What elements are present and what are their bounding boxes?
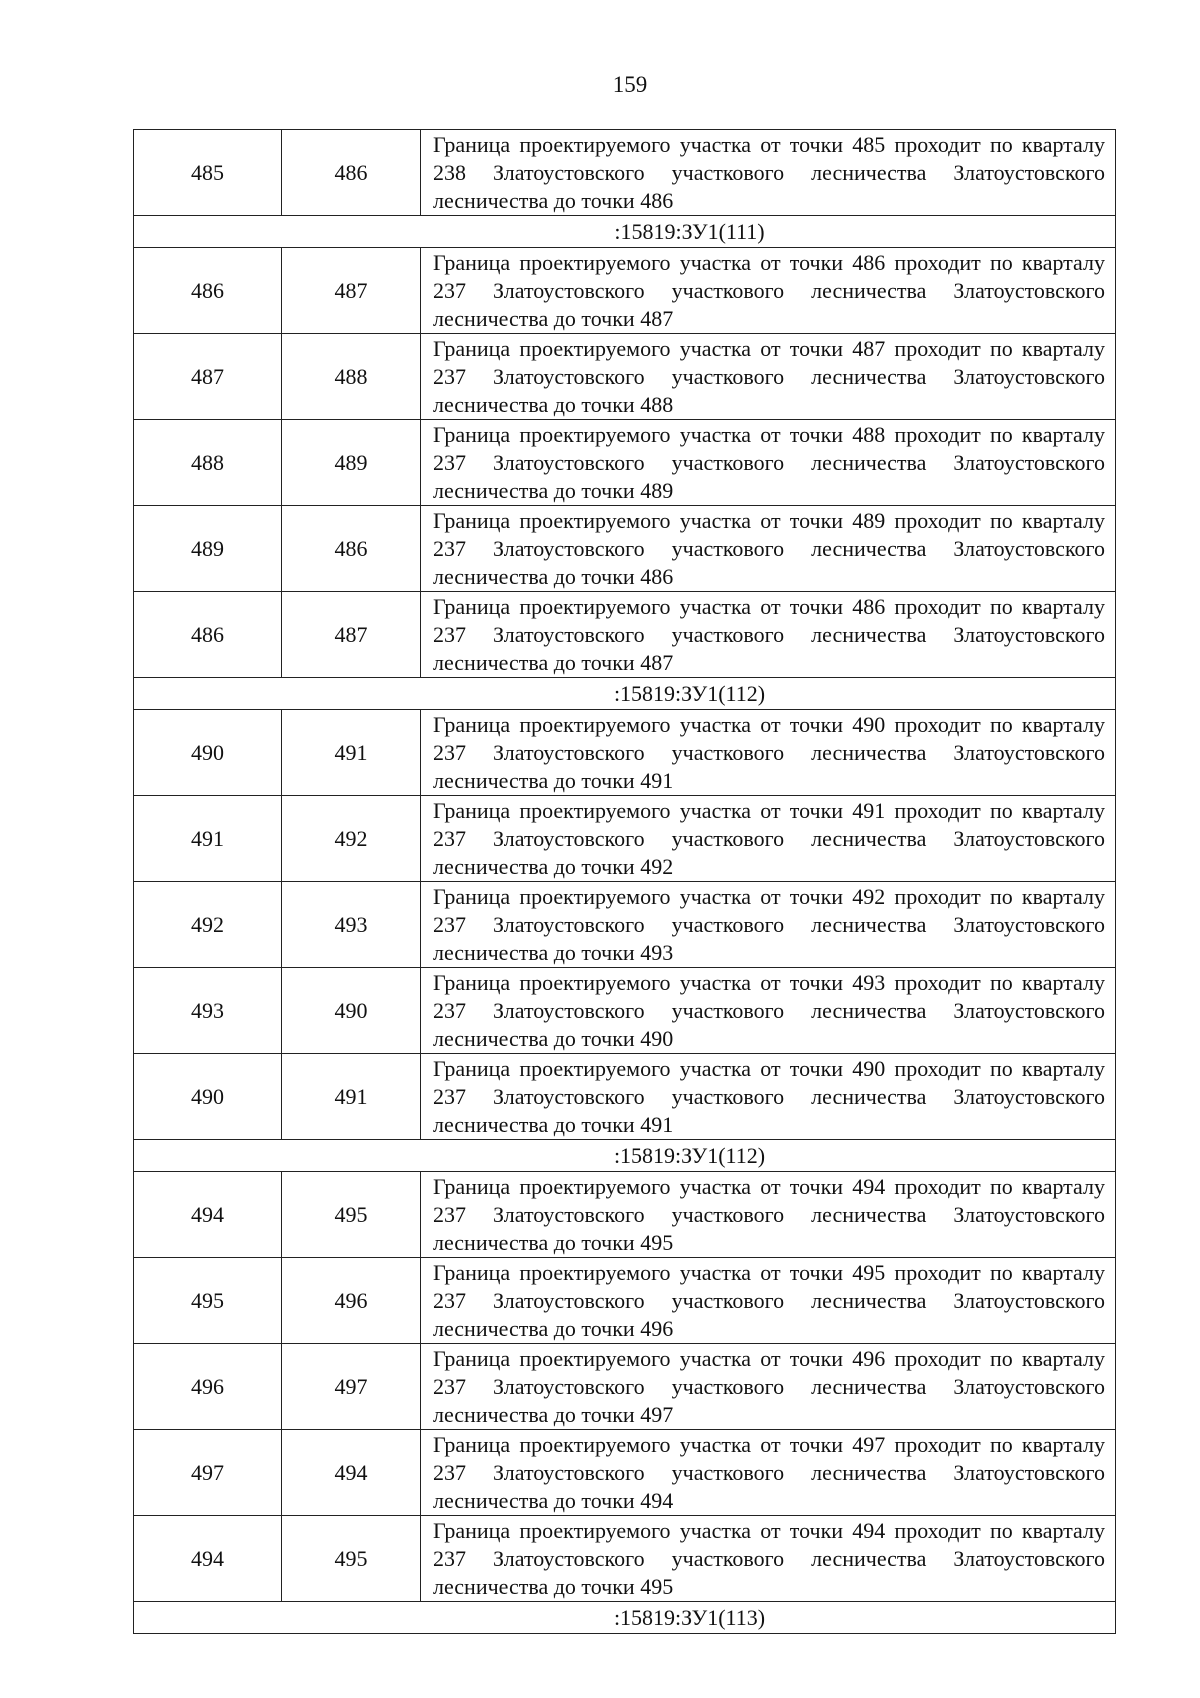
boundary-description-cell: Граница проектируемого участка от точки 485 проходит по кварталу 238 Златоустовского участкового лесничества Златоустовского лесничества до точки 486 [421,130,1116,216]
from-point-cell: 496 [134,1344,282,1430]
boundary-description-cell: Граница проектируемого участка от точки 488 проходит по кварталу 237 Златоустовского участкового лесничества Златоустовского лесничества до точки 489 [421,420,1116,506]
from-point-cell: 492 [134,882,282,968]
segment-row [134,130,1116,216]
to-point-cell: 495 [282,1172,421,1258]
from-point-cell: 491 [134,796,282,882]
from-point-cell: 495 [134,1258,282,1344]
from-point-cell: 485 [134,130,282,216]
to-point-cell: 487 [282,248,421,334]
from-point-cell: 490 [134,710,282,796]
from-point-cell: 488 [134,420,282,506]
boundary-description-cell: Граница проектируемого участка от точки 492 проходит по кварталу 237 Златоустовского участкового лесничества Златоустовского лесничества до точки 493 [421,882,1116,968]
from-point-cell: 490 [134,1054,282,1140]
to-point-cell: 495 [282,1516,421,1602]
segment-row [134,1344,1116,1430]
to-point-cell: 494 [282,1430,421,1516]
to-point-cell: 496 [282,1258,421,1344]
from-point-cell: 494 [134,1172,282,1258]
segment-row [134,1430,1116,1516]
parcel-label: :15819:ЗУ1(111) [614,219,765,244]
boundary-description-table [133,129,1116,1634]
boundary-description-cell: Граница проектируемого участка от точки 491 проходит по кварталу 237 Златоустовского участкового лесничества Златоустовского лесничества до точки 492 [421,796,1116,882]
page-number: 159 [612,72,648,97]
parcel-header-row [134,216,1116,248]
segment-row [134,506,1116,592]
parcel-header-cell [134,1602,1116,1634]
from-point-cell: 486 [134,248,282,334]
to-point-cell: 486 [282,506,421,592]
parcel-header-row [134,1140,1116,1172]
to-point-cell: 488 [282,334,421,420]
boundary-description-cell: Граница проектируемого участка от точки 486 проходит по кварталу 237 Златоустовского участкового лесничества Златоустовского лесничества до точки 487 [421,248,1116,334]
boundary-description-cell: Граница проектируемого участка от точки 486 проходит по кварталу 237 Златоустовского участкового лесничества Златоустовского лесничества до точки 487 [421,592,1116,678]
to-point-cell: 497 [282,1344,421,1430]
to-point-cell: 493 [282,882,421,968]
segment-row [134,1258,1116,1344]
table-body [134,130,1116,1634]
parcel-header-cell [134,216,1116,248]
from-point-cell: 497 [134,1430,282,1516]
to-point-cell: 487 [282,592,421,678]
boundary-description-cell: Граница проектируемого участка от точки 493 проходит по кварталу 237 Златоустовского участкового лесничества Златоустовского лесничества до точки 490 [421,968,1116,1054]
parcel-label: :15819:ЗУ1(112) [613,1143,766,1168]
to-point-cell: 491 [282,710,421,796]
segment-row [134,1054,1116,1140]
boundary-description-cell: Граница проектируемого участка от точки 497 проходит по кварталу 237 Златоустовского участкового лесничества Златоустовского лесничества до точки 494 [421,1430,1116,1516]
segment-row [134,968,1116,1054]
boundary-description-cell: Граница проектируемого участка от точки 490 проходит по кварталу 237 Златоустовского участкового лесничества Златоустовского лесничества до точки 491 [421,1054,1116,1140]
boundary-description-cell: Граница проектируемого участка от точки 490 проходит по кварталу 237 Златоустовского участкового лесничества Златоустовского лесничества до точки 491 [421,710,1116,796]
parcel-header-cell [134,678,1116,710]
segment-row [134,710,1116,796]
from-point-cell: 493 [134,968,282,1054]
to-point-cell: 491 [282,1054,421,1140]
segment-row [134,1516,1116,1602]
to-point-cell: 492 [282,796,421,882]
segment-row [134,592,1116,678]
to-point-cell: 486 [282,130,421,216]
segment-row [134,420,1116,506]
boundary-description-cell: Граница проектируемого участка от точки 494 проходит по кварталу 237 Златоустовского участкового лесничества Златоустовского лесничества до точки 495 [421,1172,1116,1258]
from-point-cell: 486 [134,592,282,678]
from-point-cell: 489 [134,506,282,592]
from-point-cell: 494 [134,1516,282,1602]
segment-row [134,334,1116,420]
segment-row [134,248,1116,334]
segment-row [134,882,1116,968]
segment-row [134,796,1116,882]
boundary-description-cell: Граница проектируемого участка от точки 496 проходит по кварталу 237 Златоустовского участкового лесничества Златоустовского лесничества до точки 497 [421,1344,1116,1430]
from-point-cell: 487 [134,334,282,420]
parcel-header-cell [134,1140,1116,1172]
parcel-label: :15819:ЗУ1(112) [613,681,766,706]
to-point-cell: 490 [282,968,421,1054]
parcel-label: :15819:ЗУ1(113) [613,1605,766,1630]
boundary-description-cell: Граница проектируемого участка от точки 489 проходит по кварталу 237 Златоустовского участкового лесничества Златоустовского лесничества до точки 486 [421,506,1116,592]
to-point-cell: 489 [282,420,421,506]
boundary-description-cell: Граница проектируемого участка от точки 495 проходит по кварталу 237 Златоустовского участкового лесничества Златоустовского лесничества до точки 496 [421,1258,1116,1344]
boundary-description-cell: Граница проектируемого участка от точки 494 проходит по кварталу 237 Златоустовского участкового лесничества Златоустовского лесничества до точки 495 [421,1516,1116,1602]
boundary-description-cell: Граница проектируемого участка от точки 487 проходит по кварталу 237 Златоустовского участкового лесничества Златоустовского лесничества до точки 488 [421,334,1116,420]
parcel-header-row [134,678,1116,710]
segment-row [134,1172,1116,1258]
parcel-header-row [134,1602,1116,1634]
